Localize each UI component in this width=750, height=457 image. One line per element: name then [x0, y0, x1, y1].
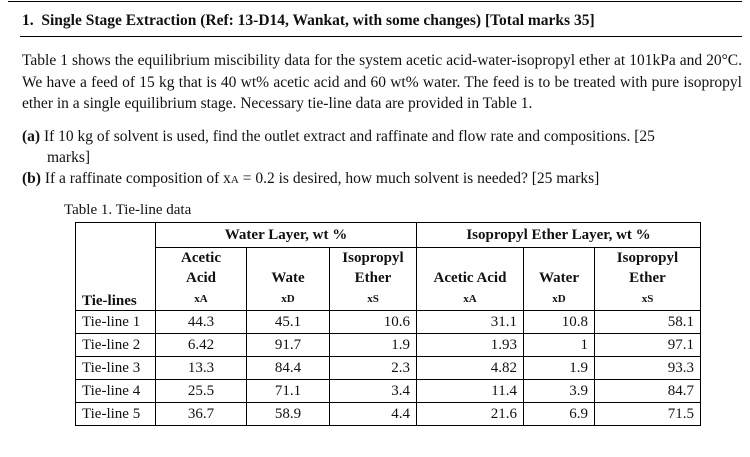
ether-layer-header: Isopropyl Ether Layer, wt % — [417, 223, 701, 248]
symbol-xa: xA — [156, 288, 247, 311]
table-cell: 97.1 — [595, 334, 701, 357]
col-head-line: Wate — [271, 270, 305, 286]
col-head-line: Isopropyl — [342, 250, 404, 266]
table-row — [76, 357, 701, 380]
table-cell: 2.3 — [330, 357, 417, 380]
tie-line-label: Tie-line 3 — [76, 357, 156, 380]
table-cell: 58.1 — [595, 311, 701, 334]
col-head-ether-ether — [595, 248, 701, 289]
col-head-ether-acid — [417, 248, 524, 289]
symbol-xd: xD — [247, 288, 330, 311]
water-layer-header: Water Layer, wt % — [156, 223, 417, 248]
table-row — [76, 334, 701, 357]
table-cell: 6.9 — [524, 403, 595, 426]
table-cell: 13.3 — [156, 357, 247, 380]
table-cell: 21.6 — [417, 403, 524, 426]
col-head-water-water — [247, 248, 330, 289]
tie-line-label: Tie-line 1 — [76, 311, 156, 334]
table-row — [76, 403, 701, 426]
col-head-water-ether — [330, 248, 417, 289]
col-head-line: Water — [539, 270, 579, 286]
symbol-xs: xS — [330, 288, 417, 311]
section-heading: 1. Single Stage Extraction (Ref: 13-D14, Wankat, with some changes) [Total marks 35] — [22, 12, 595, 29]
table-cell: 58.9 — [247, 403, 330, 426]
table-cell: 71.1 — [247, 380, 330, 403]
table-cell: 1 — [524, 334, 595, 357]
question-b-label: (b) — [22, 170, 41, 187]
question-b — [22, 168, 722, 191]
col-head-line: Acetic Acid — [433, 270, 507, 286]
table-cell: 84.7 — [595, 380, 701, 403]
blank-corner — [76, 223, 156, 248]
row-header-tie-lines: Tie-lines — [76, 288, 156, 311]
table-cell: 91.7 — [247, 334, 330, 357]
question-a-label: (a) — [22, 128, 41, 145]
col-head-line: Ether — [629, 270, 666, 286]
symbol-xs: xS — [595, 288, 701, 311]
table-row — [76, 311, 701, 334]
tie-line-rows — [76, 311, 701, 426]
table-cell: 1.9 — [524, 357, 595, 380]
table-row — [76, 380, 701, 403]
table-cell: 84.4 — [247, 357, 330, 380]
col-head-line: Acid — [186, 270, 216, 286]
blank-cell — [76, 248, 156, 289]
table-caption: Table 1. Tie-line data — [64, 202, 192, 218]
question-b-text-post: = 0.2 is desired, how much solvent is needed? [25 marks] — [238, 170, 600, 187]
table-cell: 45.1 — [247, 311, 330, 334]
col-head-line: Ether — [354, 270, 392, 286]
question-b-text-pre: If a raffinate composition of x — [44, 170, 231, 187]
heading-rule — [20, 36, 742, 37]
table-cell: 4.82 — [417, 357, 524, 380]
table-cell: 25.5 — [156, 380, 247, 403]
col-head-water-acid — [156, 248, 247, 289]
question-a — [22, 126, 722, 168]
question-a-text: If 10 kg of solvent is used, find the outlet extract and raffinate and flow rate and compositions. [25 — [43, 128, 655, 145]
table-cell: 1.93 — [417, 334, 524, 357]
col-head-ether-water — [524, 248, 595, 289]
table-cell: 10.8 — [524, 311, 595, 334]
tie-line-label: Tie-line 4 — [76, 380, 156, 403]
question-a-text-cont: marks] — [47, 149, 91, 166]
tie-line-table — [75, 222, 701, 426]
tie-line-label: Tie-line 2 — [76, 334, 156, 357]
table-cell: 31.1 — [417, 311, 524, 334]
table-cell: 71.5 — [595, 403, 701, 426]
intro-paragraph: Table 1 shows the equilibrium miscibility data for the system acetic acid-water-isopropyl ether at 101kPa and 20°C. We have a feed of 15 kg that is 40 wt% acetic acid and 60 wt% water. The feed is to be treated with pure isopropyl ether in a single equilibrium stage. Necessary tie-line data are provided in Table 1. — [22, 52, 742, 112]
col-head-line: Acetic — [181, 250, 221, 266]
table-cell: 36.7 — [156, 403, 247, 426]
table-cell: 10.6 — [330, 311, 417, 334]
table-cell: 3.9 — [524, 380, 595, 403]
col-head-line: Isopropyl — [616, 250, 679, 266]
table-cell: 3.4 — [330, 380, 417, 403]
symbol-xa: xA — [417, 288, 524, 311]
symbol-xd: xD — [524, 288, 595, 311]
table-cell: 44.3 — [156, 311, 247, 334]
tie-line-label: Tie-line 5 — [76, 403, 156, 426]
top-rule — [8, 1, 742, 2]
table-cell: 11.4 — [417, 380, 524, 403]
table-cell: 93.3 — [595, 357, 701, 380]
table-cell: 1.9 — [330, 334, 417, 357]
table-cell: 4.4 — [330, 403, 417, 426]
table-cell: 6.42 — [156, 334, 247, 357]
question-b-subscript: A — [230, 174, 239, 186]
